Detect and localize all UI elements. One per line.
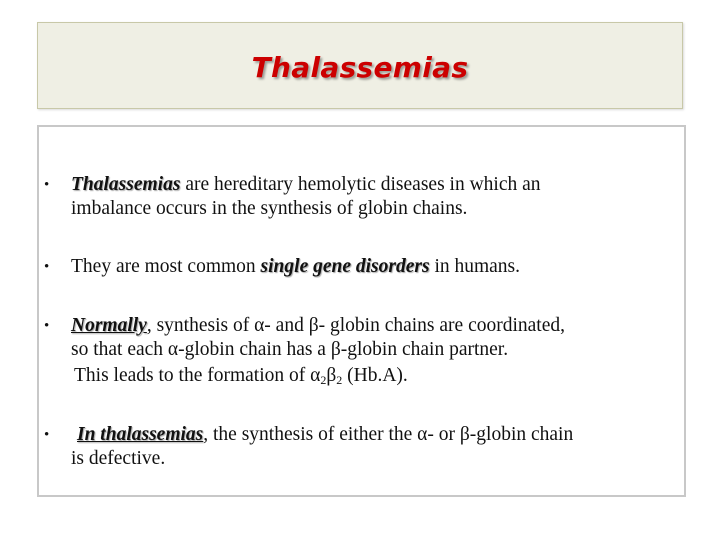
bullet-text: This leads to the formation of α <box>74 365 321 386</box>
key-term: Normally <box>71 315 147 336</box>
bullet-text: are hereditary hemolytic diseases in which an <box>180 174 541 195</box>
bullet-text: β <box>326 365 337 386</box>
title-banner <box>37 22 683 109</box>
subscript: 2 <box>336 373 343 387</box>
key-term: Thalassemias <box>71 174 181 195</box>
bullet-text: , synthesis of α- and β- globin chains are coordinated, <box>146 315 565 336</box>
subscript: 2 <box>320 373 327 387</box>
bullet-text: imbalance occurs in the synthesis of globin chains. <box>71 198 468 219</box>
key-term: In thalassemias <box>77 424 204 445</box>
bullet-text: , the synthesis of either the α- or β-globin chain <box>203 424 574 445</box>
bullet-text: (Hb.A). <box>342 365 408 386</box>
bullet-text: in humans. <box>429 256 521 277</box>
bullet-marker: • <box>44 177 50 193</box>
bullet-text: is defective. <box>71 448 166 469</box>
slide-title: Thalassemias <box>251 51 469 84</box>
bullet-marker: • <box>44 427 50 443</box>
bullet-marker: • <box>44 259 50 275</box>
bullet-marker: • <box>44 318 50 334</box>
key-term: single gene disorders <box>260 256 430 277</box>
content-panel <box>37 125 686 497</box>
bullet-text: so that each α-globin chain has a β-globin chain partner. <box>71 339 509 360</box>
bullet-text: They are most common <box>71 256 261 277</box>
